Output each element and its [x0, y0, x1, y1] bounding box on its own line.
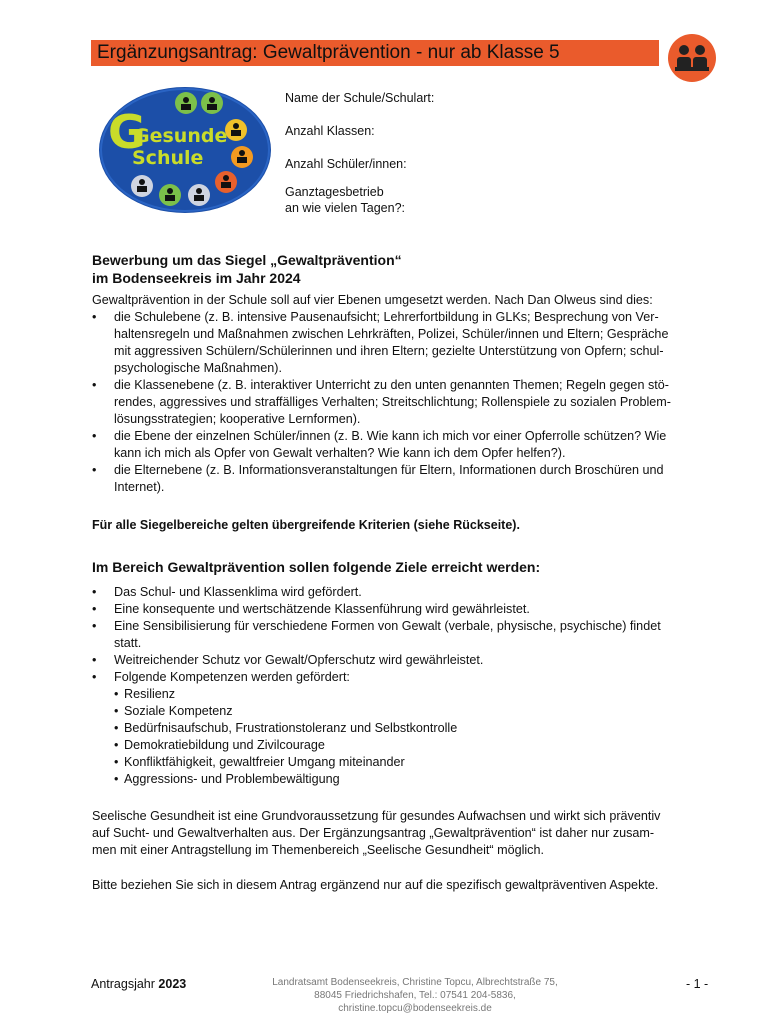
logo-text-line2: Schule: [132, 147, 204, 169]
list-item: • Eine konsequente und wertschätzende Klassenführung wird gewährleistet.: [92, 601, 712, 618]
list-item: • Eine Sensibilisierung für verschiedene Formen von Gewalt (verbale, physische, psychische) findet statt.: [92, 618, 712, 652]
list-item: • Weitreichender Schutz vor Gewalt/Opferschutz wird gewährleistet.: [92, 652, 712, 669]
people-group-icon: [667, 33, 717, 83]
section2-body: [92, 584, 712, 788]
sub-list-item: • Bedürfnisaufschub, Frustrationstoleranz und Selbstkontrolle: [114, 720, 712, 737]
field-days: an wie vielen Tagen?:: [285, 201, 405, 215]
closing-note: Bitte beziehen Sie sich in diesem Antrag ergänzend nur auf die spezifisch gewaltpräventiven Aspekte.: [92, 878, 659, 892]
document-title: Ergänzungsantrag: Gewaltprävention - nur ab Klasse 5: [97, 42, 560, 63]
footer-address: Landratsamt Bodenseekreis, Christine Topcu, Albrechtstraße 75, 88045 Friedrichshafen, Tel.: 07541 204-5836, christine.topcu@bodenseekreis.de: [272, 977, 558, 1014]
gesunde-schule-logo: [98, 86, 272, 214]
list-item: • die Klassenebene (z. B. interaktiver Unterricht zu den unten genannten Themen; Regeln gegen stö- rendes, aggressives und straffälliges Verhalten; Streitschlichtung; Rollenspiele zu sozialen Problem- lösungsstrategien; kooperative Lernformen).: [92, 377, 712, 428]
section1-heading: Bewerbung um das Siegel „Gewaltprävention“ im Bodenseekreis im Jahr 2024: [92, 252, 402, 286]
logo-letter-g: G: [108, 105, 146, 159]
field-class-count: Anzahl Klassen:: [285, 124, 375, 138]
list-item: • Das Schul- und Klassenklima wird gefördert.: [92, 584, 712, 601]
section1-body: [92, 292, 712, 496]
list-item: • die Elternebene (z. B. Informationsveranstaltungen für Eltern, Informationen durch Broschüren und Internet).: [92, 462, 712, 496]
sub-list-item: • Konfliktfähigkeit, gewaltfreier Umgang miteinander: [114, 754, 712, 771]
sub-list-item: • Resilienz: [114, 686, 712, 703]
criteria-note: Für alle Siegelbereiche gelten übergreifende Kriterien (siehe Rückseite).: [92, 518, 520, 532]
section2-heading: Im Bereich Gewaltprävention sollen folgende Ziele erreicht werden:: [92, 559, 541, 575]
field-all-day: Ganztagesbetrieb: [285, 185, 384, 199]
list-item: • die Schulebene (z. B. intensive Pausenaufsicht; Lehrerfortbildung in GLKs; Besprechung von Ver- haltensregeln und Maßnahmen zwischen Lehrkräften, Polizei, Schüler/innen und Eltern; Gespräche mit aggressiven Schülern/Schülerinnen und ihren Eltern; gezielte Unterstützung von Opfern; schul- psychologische Maßnahmen).: [92, 309, 712, 377]
sub-list-item: • Demokratiebildung und Zivilcourage: [114, 737, 712, 754]
closing-paragraph: Seelische Gesundheit ist eine Grundvoraussetzung für gesundes Aufwachsen und wirkt sich präventiv auf Sucht- und Gewaltverhalten aus. Der Ergänzungsantrag „Gewaltprävention“ ist daher nur zusam- men mit einer Antragstellung im Themenbereich „Seelische Gesundheit“ möglich.: [92, 809, 661, 857]
footer-year: Antragsjahr 2023: [91, 977, 187, 991]
logo-text-line1: Gesunde: [134, 125, 228, 147]
field-school-name: Name der Schule/Schulart:: [285, 91, 435, 105]
sub-list-item: • Aggressions- und Problembewältigung: [114, 771, 712, 788]
page-number: - 1 -: [686, 977, 709, 991]
field-student-count: Anzahl Schüler/innen:: [285, 157, 407, 171]
list-item: • die Ebene der einzelnen Schüler/innen (z. B. Wie kann ich mich vor einer Opferrolle schützen? Wie kann ich mich als Opfer von Gewalt verhalten? Wie kann ich dem Opfer helfen?).: [92, 428, 712, 462]
title-bar: [91, 40, 659, 66]
section1-intro: Gewaltprävention in der Schule soll auf vier Ebenen umgesetzt werden. Nach Dan Olweus sind dies:: [92, 293, 653, 307]
list-item: • Folgende Kompetenzen werden gefördert: • Resilienz • Soziale Kompetenz • Bedürfnisaufschub, Frustrationstoleranz und Selbstkontrolle • Demokratiebildung und Zivilcourage • Konfliktfähigkeit, gewaltfreier Umgang miteinander • Aggressions- und Problembewältigung: [92, 669, 712, 788]
sub-list-item: • Soziale Kompetenz: [114, 703, 712, 720]
